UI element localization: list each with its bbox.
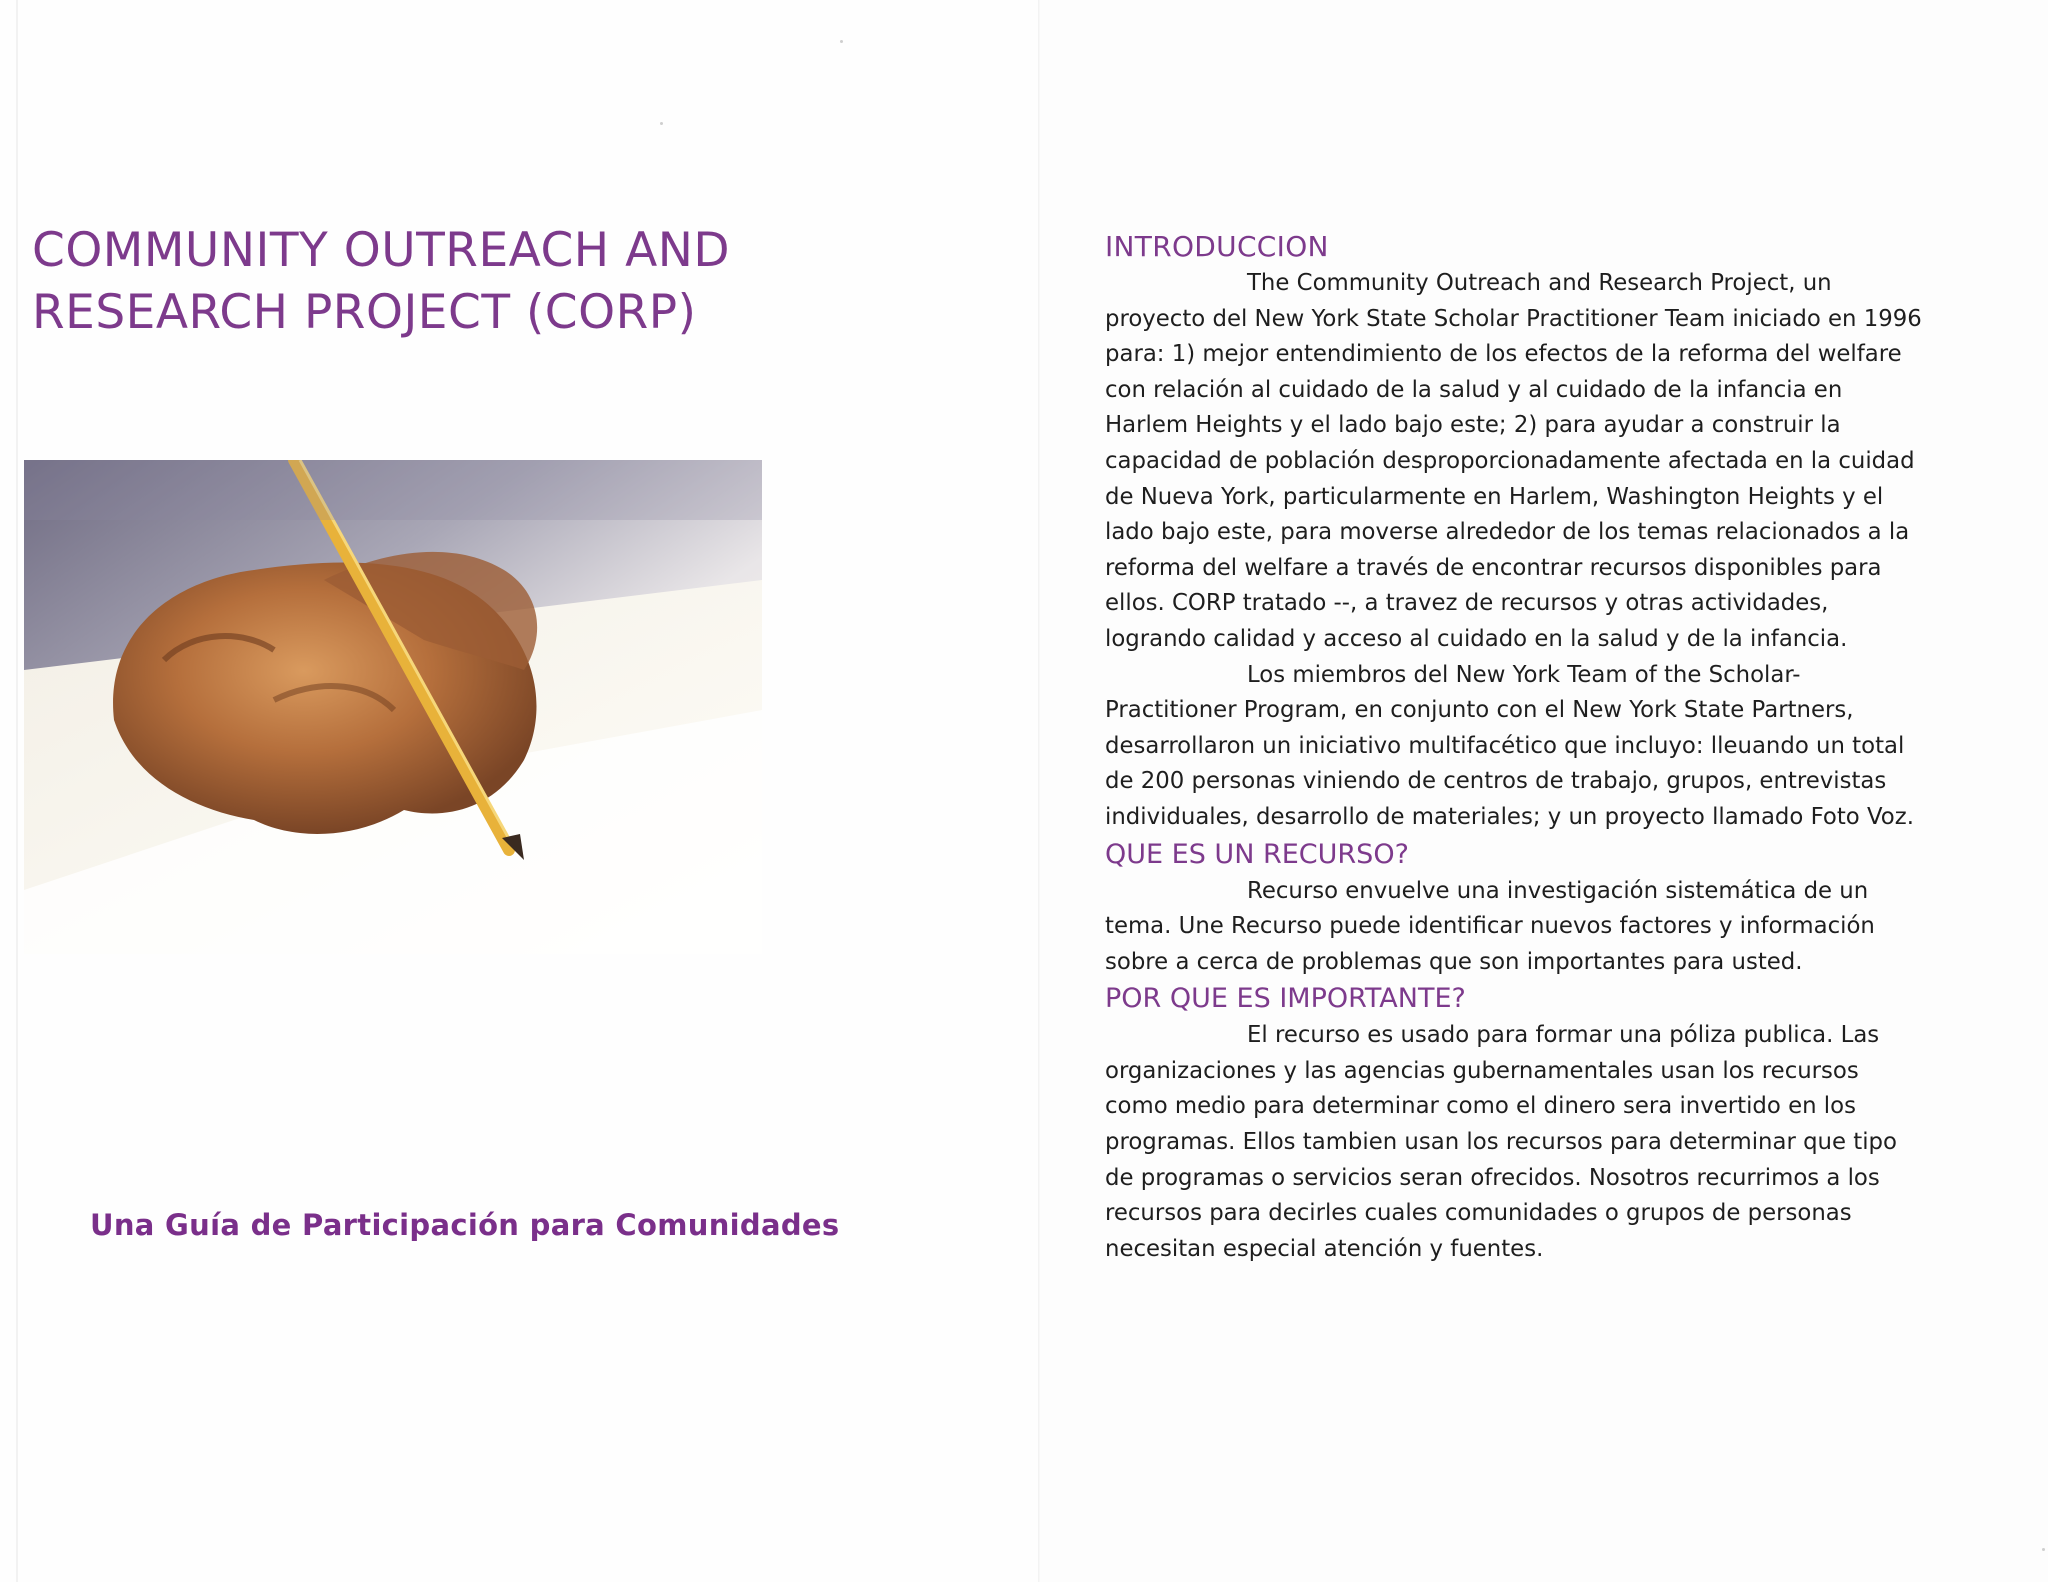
section-heading-por-que-es-importante: POR QUE ES IMPORTANTE?	[1105, 983, 1466, 1015]
document-title	[32, 220, 792, 344]
title-line-2: RESEARCH PROJECT (CORP)	[32, 285, 697, 340]
section-heading-introduccion: INTRODUCCION	[1105, 230, 1329, 263]
scan-speck	[840, 40, 843, 43]
scan-speck	[2042, 1548, 2045, 1551]
hand-writing-with-pencil-photo	[24, 460, 762, 954]
section-heading-que-es-un-recurso: QUE ES UN RECURSO?	[1105, 838, 1409, 870]
scan-speck	[660, 122, 663, 125]
title-line-1: COMMUNITY OUTREACH AND	[32, 223, 731, 278]
recurso-paragraph: Recurso envuelve una investigación sistemática de un tema. Une Recurso puede identificar nuevos factores y información sobre a cerca de problemas que son importantes para usted.	[1105, 877, 1875, 975]
page-edge	[16, 0, 18, 1582]
intro-paragraph-2: Los miembros del New York Team of the Scholar-Practitioner Program, en conjunto con el New York State Partners, desarrollaron un iniciativo multifacético que incluyo: lleuando un total de 200 personas viniendo de centros de trabajo, grupos, entrevistas individuales, desarrollo de materiales; y un proyecto llamado Foto Voz.	[1105, 661, 1914, 830]
intro-paragraph-1: The Community Outreach and Research Project, un proyecto del New York State Scholar Practitioner Team iniciado en 1996 para: 1) mejor entendimiento de los efectos de la reforma del welfare con relación al cuidado de la salud y al cuidado de la infancia en Harlem Heights y el lado bajo este; 2) para ayudar a construir la capacidad de población desproporcionadamente afectada en la cuidad de Nueva York, particularmente en Harlem, Washington Heights y el lado bajo este, para moverse alrededor de los temas relacionados a la reforma del welfare a través de encontrar recursos disponibles para ellos. CORP tratado --, a travez de recursos y otras actividades, logrando calidad y acceso al cuidado en la salud y de la infancia.	[1105, 270, 1922, 652]
body-column	[1105, 228, 1925, 1267]
importante-paragraph: El recurso es usado para formar una póliza publica. Las organizaciones y las agencias gubernamentales usan los recursos como medio para determinar como el dinero sera invertido en los programas. Ellos tambien usan los recursos para determinar que tipo de programas o servicios seran ofrecidos. Nosotros recurrimos a los recursos para decirles cuales comunidades o grupos de personas necesitan especial atención y fuentes.	[1105, 1022, 1897, 1262]
document-subtitle: Una Guía de Participación para Comunidades	[90, 1208, 840, 1242]
